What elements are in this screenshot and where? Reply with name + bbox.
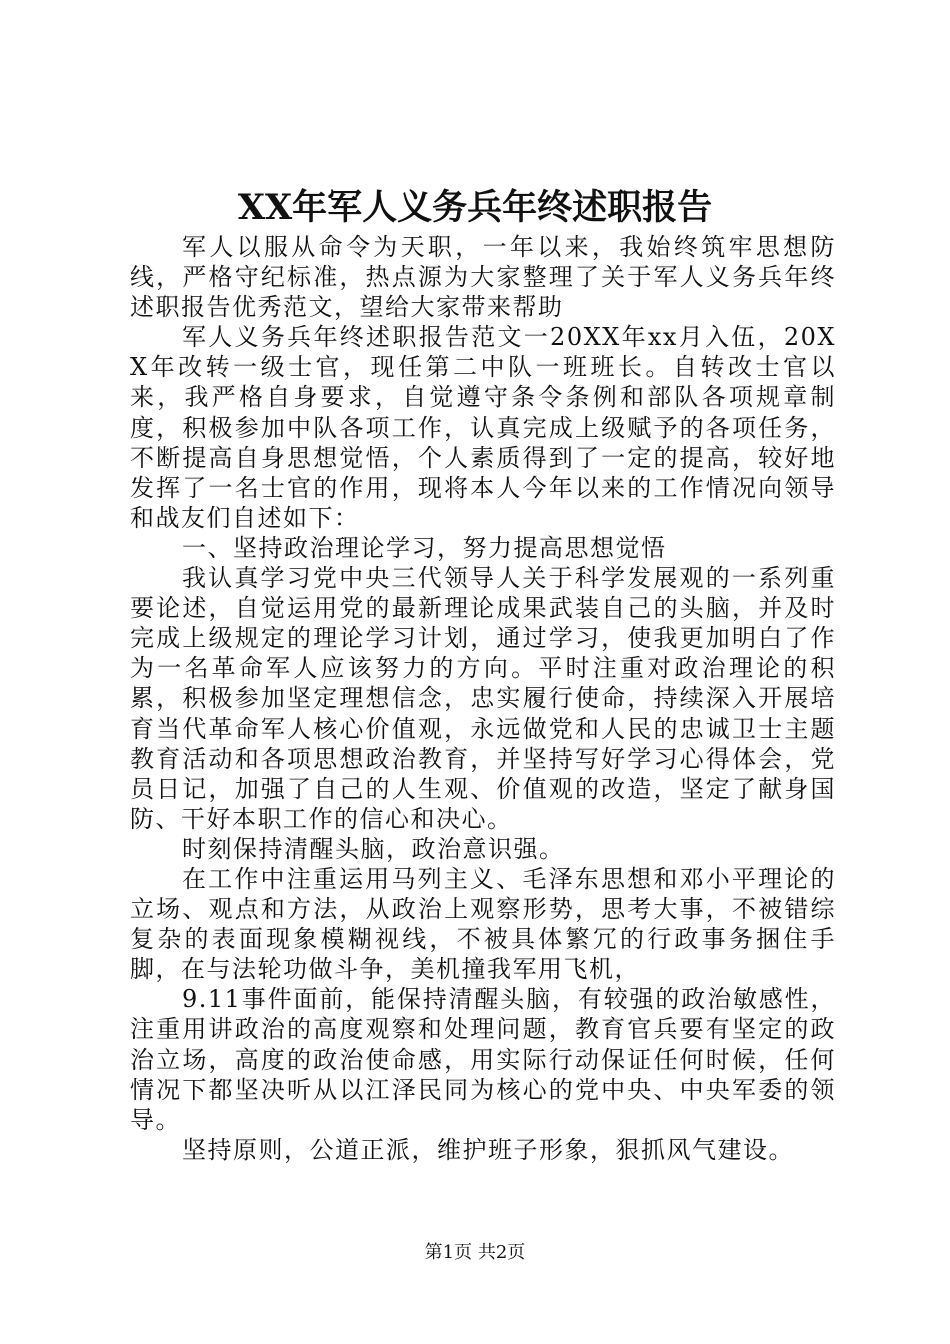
document-body — [130, 232, 836, 1165]
section-heading-political-study: 一、坚持政治理论学习，努力提高思想觉悟 — [182, 533, 667, 562]
paragraph-study-details: 我认真学习党中央三代领导人关于科学发展观的一系列重要论述，自觉运用党的最新理论成果武装自己的头脑，并及时完成上级规定的理论学习计划，通过学习，使我更加明白了作为一名革命军人应该努力的方向。平时注重对政治理论的积累，积极参加坚定理想信念，忠实履行使命，持续深入开展培育当代革命军人核心价值观，永远做党和人民的忠诚卫士主题教育活动和各项思想政治教育，并坚持写好学习心得体会，党员日记，加强了自己的人生观、价值观的改造，坚定了献身国防、干好本职工作的信心和决心。 — [130, 564, 836, 833]
paragraph-work-method: 在工作中注重运用马列主义、毛泽东思想和邓小平理论的立场、观点和方法，从政治上观察形势，思考大事，不被错综复杂的表面现象模糊视线，不被具体繁冗的行政事务捆住手脚，在与法轮功做斗争，美机撞我军用飞机， — [130, 864, 836, 984]
paragraph-principles: 坚持原则，公道正派，维护班子形象，狠抓风气建设。 — [182, 1135, 794, 1164]
paragraph-911-event: 9.11事件面前，能保持清醒头脑，有较强的政治敏感性，注重用讲政治的高度观察和处理问题，教育官兵要有坚定的政治立场，高度的政治使命感，用实际行动保证任何时候，任何情况下都坚决听从以江泽民同为核心的党中央、中央军委的领导。 — [130, 985, 836, 1134]
paragraph-clear-mind: 时刻保持清醒头脑，政治意识强。 — [182, 834, 565, 863]
paragraph-intro: 军人以服从命令为天职，一年以来，我始终筑牢思想防线，严格守纪标准，热点源为大家整理了关于军人义务兵年终述职报告优秀范文，望给大家带来帮助 — [130, 233, 836, 322]
paragraph-report-opening: 军人义务兵年终述职报告范文一20XX年xx月入伍，20XX年改转一级士官，现任第二中队一班班长。自转改士官以来，我严格自身要求，自觉遵守条令条例和部队各项规章制度，积极参加中队各项工作，认真完成上级赋予的各项任务，不断提高自身思想觉悟，个人素质得到了一定的提高，较好地发挥了一名士官的作用，现将本人今年以来的工作情况向领导和战友们自述如下： — [130, 323, 836, 532]
document-title: XX年军人义务兵年终述职报告 — [237, 187, 713, 228]
page-number-footer: 第1页 共2页 — [424, 1242, 526, 1263]
